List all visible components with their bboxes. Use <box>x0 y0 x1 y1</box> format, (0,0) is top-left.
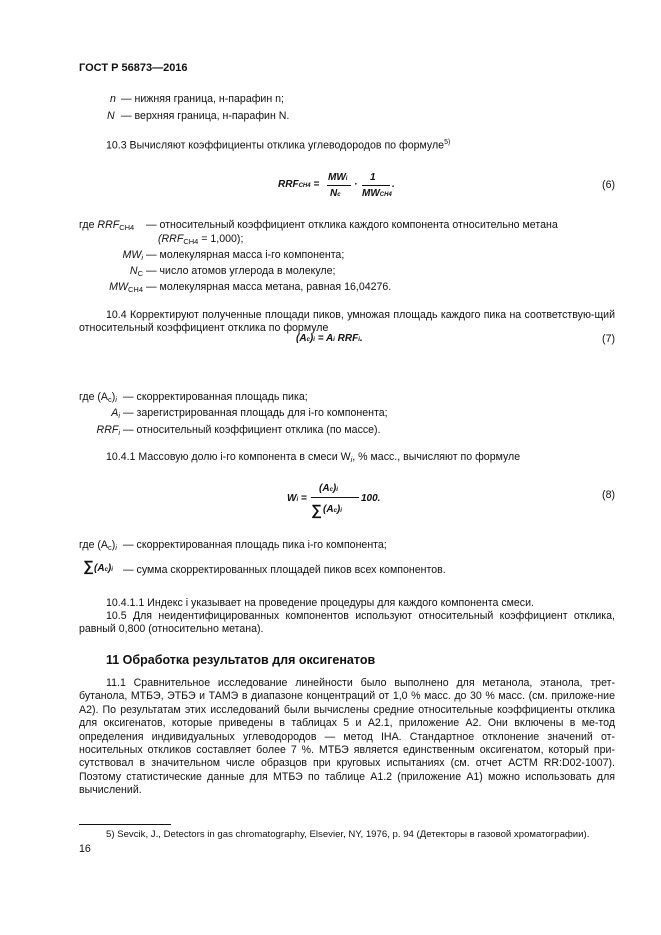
where-rrf-ch4: где $RRF_{CH4}$ <box>79 219 135 232</box>
where-mw-i: $MW_i$ <box>122 249 143 262</box>
page-number: 16 <box>79 843 91 855</box>
def-N-text: — верхняя граница, н-парафин N. <box>121 110 290 122</box>
sum-symbol: ∑ (Ac)i <box>83 558 113 575</box>
equation-number-6: (6) <box>602 179 615 191</box>
paragraph-10-4-1: 10.4.1 Массовую долю i-го компонента в смеси $W_i$, % масс., вычисляют по формуле <box>106 451 521 464</box>
section-title: 11 Обработка результатов для оксигенатов <box>106 653 376 667</box>
where-ac-text: — скорректированная площадь пика; <box>123 391 308 403</box>
def-n-text: — нижняя граница, н-парафин n; <box>121 93 284 105</box>
paragraph-10-4-1-1: 10.4.1.1 Индекс i указывает на проведение процедуры для каждого компонента смеси. <box>106 597 534 609</box>
where-ac: где $(A_c)_i$ <box>79 391 117 404</box>
where-rrf-i-text: — относительный коэффициент отклика (по массе). <box>123 424 381 436</box>
where-ai-text: — зарегистрированная площадь для i-го компонента; <box>123 407 388 419</box>
paragraph-10-3: 10.3 Вычисляют коэффициенты отклика углеводородов по формуле$^{5)}$ <box>106 139 451 152</box>
where-rrf-ch4-line2: $(RRF_{CH4} = 1,000)$; <box>158 233 244 246</box>
where-ai: $A_i$ <box>111 407 120 420</box>
where-nc-text: — число атомов углерода в молекуле; <box>146 265 336 277</box>
where-mw-i-text: — молекулярная масса i-го компонента; <box>146 249 345 261</box>
where-rrf-i: $RRF_i$ <box>96 424 120 437</box>
where-ac-8: где $(A_c)_i$ <box>79 539 117 552</box>
paragraph-11-1: 11.1 Сравнительное исследование линейности было выполнено для метанола, этанола, трет-бутанола, МТБЭ, ЭТБЭ и ТАМЭ в диапазоне концентраций от 1,0 % масс. до 30 % масс. (см. приложе-ние А2). По результатам этих исследований были вычислены средние относительные коэффициенты отклика для оксигенатов, которые приведены в таблицах 5 и А2.1, приложение А2. Они включены в ме-тод определения индивидуальных углеводородов — метод IHA. Стандартное отклонение значений от-носительных откликов составляет более 7 %. МТБЭ является единственным оксигенатом, который при-сутствовал в значительном числе образцов при круговых испытаниях (см. отчет АСТМ RR:D02-1007). Поэтому статистические данные для МТБЭ по таблице А1.2 (приложение А1) можно использовать для вычислений. <box>79 677 615 797</box>
formula-6: RRFCH4 = MWi Nc · 1 MWCH4 . <box>278 172 395 199</box>
footnote-rule <box>79 824 171 825</box>
formula-7: (Ac)i = Ai RRFi. <box>296 333 363 344</box>
footnote: 5) Sevcik, J., Detectors in gas chromatography, Elsevier, NY, 1976, p. 94 (Детекторы в газовой хроматографии). <box>106 829 590 840</box>
document-header: ГОСТ Р 56873—2016 <box>79 62 188 74</box>
formula-8: Wi = (Ac)i ∑ (Ac)i 100. <box>287 483 381 519</box>
equation-number-7: (7) <box>602 333 615 345</box>
def-N-symbol: N <box>107 110 115 122</box>
def-n-symbol: n <box>110 93 116 105</box>
where-rrf-ch4-text: — относительный коэффициент отклика каждого компонента относительно метана <box>146 219 558 231</box>
paragraph-10-5: 10.5 Для неидентифицированных компонентов используют относительный коэффициент отклика, равный 0,800 (относительно метана). <box>79 610 615 636</box>
where-sum-text: — сумма скорректированных площадей пиков всех компонентов. <box>123 564 446 576</box>
where-mw-ch4: $MW_{CH4}$ <box>109 281 143 294</box>
equation-number-8: (8) <box>602 489 615 501</box>
where-mw-ch4-text: — молекулярная масса метана, равная 16,04276. <box>146 281 392 293</box>
where-nc: $N_C$ <box>129 265 143 278</box>
where-ac-8-text: — скорректированная площадь пика i-го компонента; <box>123 539 387 551</box>
paragraph-10-4: 10.4 Корректируют полученные площади пиков, умножая площадь каждого пика на соответствую-щий относительный коэффициент отклика по формуле <box>79 309 615 335</box>
